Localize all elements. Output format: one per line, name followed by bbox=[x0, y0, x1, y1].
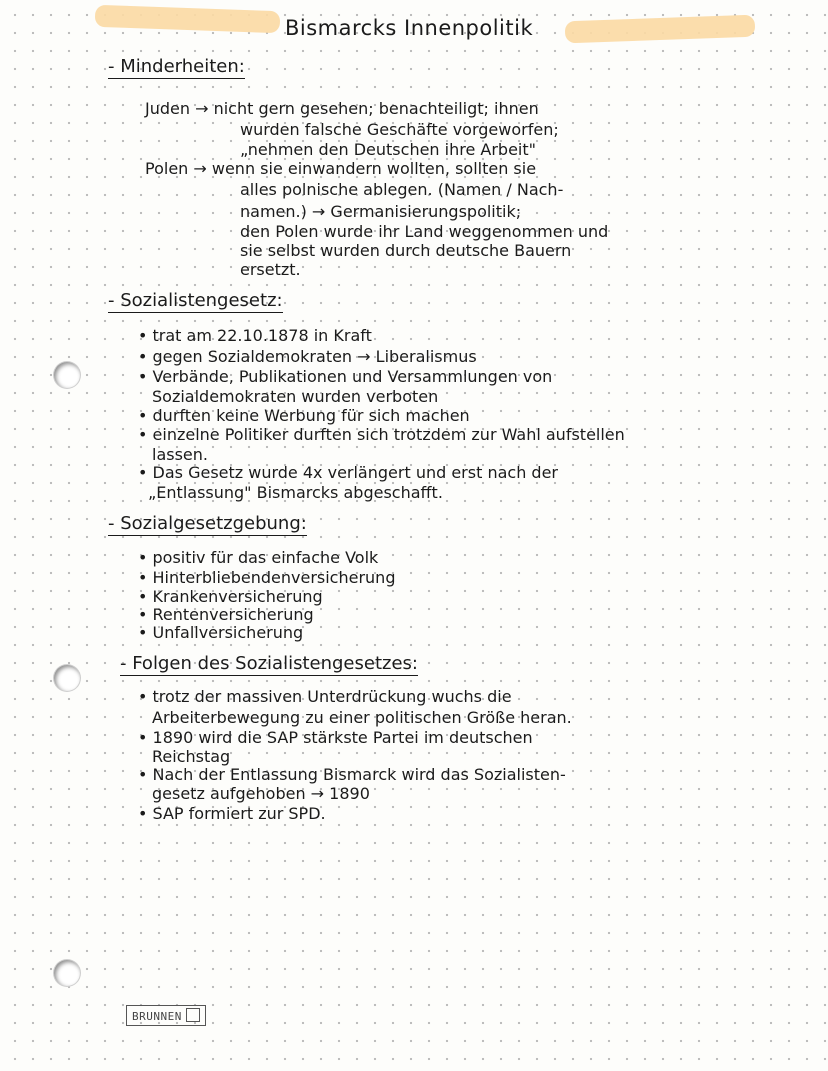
heading-sozialgesetzgebung: - Sozialgesetzgebung: bbox=[108, 513, 307, 534]
text-line: Juden → nicht gern gesehen; benachteiligt; ihnen bbox=[145, 99, 539, 118]
text-line: Reichstag bbox=[152, 747, 231, 766]
title-highlight-right bbox=[565, 15, 756, 44]
bullet-line: • gegen Sozialdemokraten → Liberalismus bbox=[138, 347, 477, 366]
bullet-line: • Nach der Entlassung Bismarck wird das Sozialisten- bbox=[138, 765, 566, 784]
bullet-line: • durften keine Werbung für sich machen bbox=[138, 406, 470, 425]
bullet-line: • Das Gesetz wurde 4x verlängert und erst nach der bbox=[138, 463, 558, 482]
punch-hole bbox=[54, 362, 80, 388]
bullet-line: • trat am 22.10.1878 in Kraft bbox=[138, 326, 372, 345]
text-line: namen.) → Germanisierungspolitik; bbox=[240, 202, 522, 221]
title-highlight-left bbox=[95, 5, 281, 33]
bullet-line: • Unfallversicherung bbox=[138, 623, 304, 642]
heading-sozialistengesetz: - Sozialistengesetz: bbox=[108, 290, 283, 311]
bullet-line: • Krankenversicherung bbox=[138, 587, 323, 606]
bullet-line: • Rentenversicherung bbox=[138, 605, 314, 624]
bullet-line: • Hinterbliebendenversicherung bbox=[138, 568, 396, 587]
text-line: lassen. bbox=[152, 445, 208, 464]
heading-minderheiten: - Minderheiten: bbox=[108, 56, 245, 77]
text-line: wurden falsche Geschäfte vorgeworfen; bbox=[240, 120, 559, 139]
bullet-line: • einzelne Politiker durften sich trotzdem zur Wahl aufstellen bbox=[138, 425, 625, 444]
text-line: alles polnische ablegen. (Namen / Nach- bbox=[240, 180, 564, 199]
brand-mark-icon bbox=[186, 1008, 200, 1022]
bullet-line: • SAP formiert zur SPD. bbox=[138, 804, 326, 823]
text-line: sie selbst wurden durch deutsche Bauern bbox=[240, 241, 572, 260]
text-line: Arbeiterbewegung zu einer politischen Größe heran. bbox=[152, 708, 572, 727]
bullet-line: • 1890 wird die SAP stärkste Partei im deutschen bbox=[138, 728, 533, 747]
bullet-line: • trotz der massiven Unterdrückung wuchs die bbox=[138, 687, 512, 706]
text-line: gesetz aufgehoben → 1890 bbox=[152, 784, 370, 803]
text-line: Sozialdemokraten wurden verboten bbox=[152, 387, 439, 406]
text-line: Polen → wenn sie einwandern wollten, sollten sie bbox=[145, 159, 537, 178]
bullet-line: • positiv für das einfache Volk bbox=[138, 548, 379, 567]
heading-folgen: - Folgen des Sozialistengesetzes: bbox=[120, 653, 418, 674]
text-line: „nehmen den Deutschen ihre Arbeit" bbox=[240, 140, 536, 159]
text-line: ersetzt. bbox=[240, 260, 301, 279]
bullet-line: • Verbände, Publikationen und Versammlungen von bbox=[138, 367, 553, 386]
text-line: „Entlassung" Bismarcks abgeschafft. bbox=[148, 483, 443, 502]
punch-hole bbox=[54, 960, 80, 986]
brunnen-logo: BRUNNEN bbox=[126, 1005, 206, 1026]
text-line: den Polen wurde ihr Land weggenommen und bbox=[240, 222, 609, 241]
page-title: Bismarcks Innenpolitik bbox=[285, 16, 534, 40]
punch-hole bbox=[54, 665, 80, 691]
